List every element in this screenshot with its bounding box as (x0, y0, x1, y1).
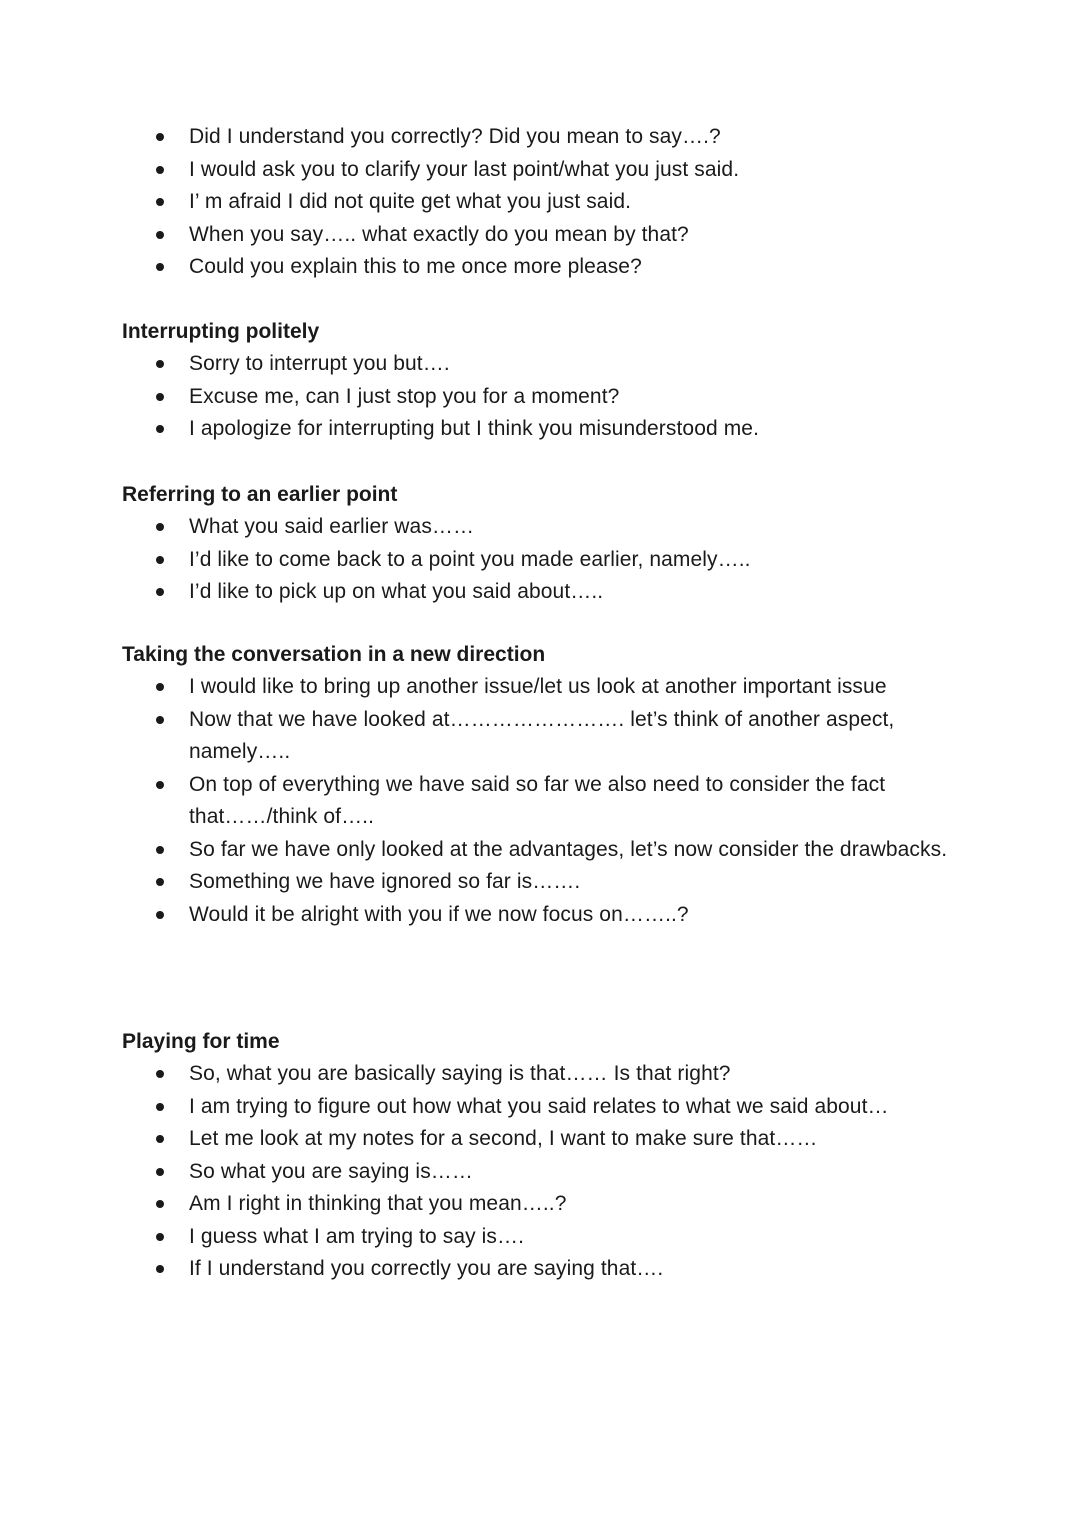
list-item (122, 769, 952, 834)
list-item-text: I guess what I am trying to say is…. (189, 1224, 525, 1248)
bullet-icon (156, 878, 164, 886)
bullet-icon (156, 393, 164, 401)
list-item-text: So what you are saying is…… (189, 1159, 473, 1183)
list-item-text: When you say….. what exactly do you mean by that? (189, 222, 689, 246)
bullet-icon (156, 263, 164, 271)
list-item (122, 1253, 952, 1286)
list-item-text: I apologize for interrupting but I think you misunderstood me. (189, 417, 760, 440)
section-heading: Playing for time (122, 1030, 280, 1053)
section-playing-for-time (122, 1026, 952, 1286)
list-item (122, 866, 952, 899)
bullet-icon (156, 1103, 164, 1111)
phrase-list (122, 1058, 952, 1286)
bullet-icon (156, 166, 164, 174)
phrase-list (122, 671, 952, 931)
list-item (122, 1123, 952, 1156)
bullet-icon (156, 231, 164, 239)
bullet-icon (156, 1200, 164, 1208)
bullet-icon (156, 683, 164, 691)
list-item (122, 413, 952, 446)
list-item-text: I’d like to come back to a point you made earlier, namely….. (189, 547, 751, 571)
list-item (122, 251, 952, 284)
list-item-text: Would it be alright with you if we now focus on……..? (189, 902, 689, 926)
section-heading: Referring to an earlier point (122, 483, 398, 506)
bullet-icon (156, 1265, 164, 1273)
list-item (122, 1221, 952, 1254)
list-item (122, 1188, 952, 1221)
phrase-list (122, 348, 952, 446)
list-item (122, 381, 952, 414)
list-item (122, 704, 952, 769)
list-item-text: Am I right in thinking that you mean…..? (189, 1192, 567, 1215)
bullet-icon (156, 1070, 164, 1078)
list-item-text: If I understand you correctly you are saying that…. (189, 1257, 664, 1280)
phrase-list (122, 121, 952, 284)
bullet-icon (156, 198, 164, 206)
list-item-text: So far we have only looked at the advantages, let’s now consider the drawbacks. (189, 837, 948, 861)
list-item-text: Let me look at my notes for a second, I want to make sure that…… (189, 1127, 818, 1150)
list-item-text: I’d like to pick up on what you said about….. (189, 580, 604, 603)
list-item (122, 544, 952, 577)
list-item (122, 154, 952, 187)
list-item (122, 348, 952, 381)
list-item-text: So, what you are basically saying is that…… Is that right? (189, 1062, 731, 1085)
section-new-direction (122, 639, 952, 931)
list-item (122, 219, 952, 252)
bullet-icon (156, 781, 164, 789)
bullet-icon (156, 360, 164, 368)
list-item-text: On top of everything we have said so far we also need to consider the fact that……/think of….. (189, 772, 886, 828)
bullet-icon (156, 1135, 164, 1143)
list-item (122, 576, 952, 609)
bullet-icon (156, 556, 164, 564)
list-item (122, 186, 952, 219)
list-item (122, 1156, 952, 1189)
list-item (122, 121, 952, 154)
section-heading: Interrupting politely (122, 320, 320, 343)
list-item-text: Something we have ignored so far is……. (189, 870, 581, 893)
list-item-text: Now that we have looked at……………………. let’s think of another aspect, namely….. (189, 707, 895, 763)
section-interrupting-politely (122, 316, 952, 446)
bullet-icon (156, 425, 164, 433)
list-item-text: I am trying to figure out how what you said relates to what we said about… (189, 1094, 889, 1118)
list-item (122, 1058, 952, 1091)
list-item-text: Did I understand you correctly? Did you mean to say….? (189, 125, 721, 148)
list-item-text: I would like to bring up another issue/let us look at another important issue (189, 675, 887, 698)
list-item-text: What you said earlier was…… (189, 515, 475, 538)
bullet-icon (156, 716, 164, 724)
section-clarifying (122, 121, 952, 284)
list-item (122, 1091, 952, 1124)
list-item-text: Sorry to interrupt you but…. (189, 352, 450, 375)
list-item-text: Could you explain this to me once more please? (189, 255, 642, 278)
bullet-icon (156, 588, 164, 596)
bullet-icon (156, 911, 164, 919)
bullet-icon (156, 1233, 164, 1241)
list-item (122, 834, 952, 867)
bullet-icon (156, 523, 164, 531)
section-referring-earlier-point (122, 479, 952, 609)
bullet-icon (156, 1168, 164, 1176)
list-item (122, 511, 952, 544)
list-item-text: I would ask you to clarify your last point/what you just said. (189, 157, 740, 181)
phrase-list (122, 511, 952, 609)
bullet-icon (156, 133, 164, 141)
bullet-icon (156, 846, 164, 854)
list-item (122, 899, 952, 932)
list-item (122, 671, 952, 704)
list-item-text: I’ m afraid I did not quite get what you just said. (189, 190, 632, 213)
section-heading: Taking the conversation in a new direction (122, 643, 546, 666)
list-item-text: Excuse me, can I just stop you for a moment? (189, 384, 620, 408)
